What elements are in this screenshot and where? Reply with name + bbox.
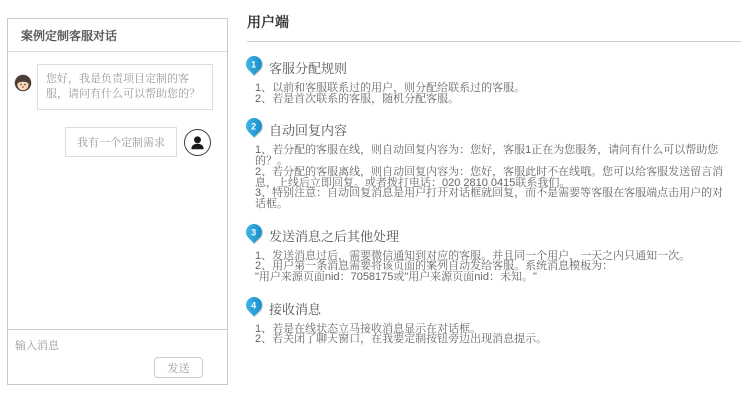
- user-message-row: [14, 127, 220, 157]
- section-lines: [255, 83, 733, 104]
- numbered-pin-icon: [245, 223, 263, 247]
- page-title: 用户端: [247, 12, 741, 42]
- section-lines: [255, 251, 733, 283]
- bot-message-row: [14, 64, 220, 110]
- pin-number: 1: [251, 59, 257, 70]
- user-message-bubble: 我有一个定制需求: [65, 127, 177, 157]
- chat-message-area: [8, 52, 227, 329]
- numbered-pin-icon: [245, 55, 263, 79]
- instruction-line: 1、发送消息过后，需要微信通知到对应的客服。并且同一个用户，一天之内只通知一次。: [255, 249, 691, 262]
- section-heading: 客服分配规则: [269, 61, 348, 76]
- pin-number: 3: [251, 226, 257, 237]
- user-avatar-icon: [184, 129, 211, 156]
- instruction-line: 1、若分配的客服在线，则自动回复内容为：您好，客服1正在为您服务，请问有什么可以帮助您的？。: [255, 144, 719, 168]
- instruction-line: 1、以前和客服联系过的用户，则分配给联系过的客服。: [255, 82, 526, 94]
- instruction-line: 3、特别注意：自动回复消息是用户打开对话框就回复，而不是需要等客服在客服端点击用户的对话框。: [255, 187, 724, 210]
- section-heading: 自动回复内容: [269, 123, 348, 139]
- instruction-line: "用户来源页面nid：7058175或"用户来源页面nid：未知。": [255, 271, 537, 284]
- message-input[interactable]: [8, 330, 227, 360]
- section-heading: 接收消息: [269, 301, 322, 317]
- instruction-line: 2、若是首次联系的客服，随机分配客服。: [255, 92, 460, 105]
- instruction-section: [247, 296, 741, 345]
- bot-message-bubble: 您好，我是负责项目定制的客服，请问有什么可以帮助您的？: [37, 64, 213, 110]
- instruction-line: 1、若是在线状态立马接收消息显示在对话框。: [255, 322, 482, 335]
- instruction-line: 2、用户第一条消息需要将该页面的案列自动发给客服。系统消息模板为：: [255, 260, 614, 273]
- numbered-pin-icon: [245, 117, 263, 141]
- send-button[interactable]: 发送: [154, 357, 203, 378]
- instruction-line: 2、若关闭了聊天窗口，在我要定制按钮旁边出现消息提示。: [255, 333, 548, 346]
- instruction-section: [247, 117, 741, 209]
- instruction-section: [247, 55, 741, 104]
- chat-input-area: [8, 329, 227, 384]
- instruction-section: [247, 223, 741, 283]
- chat-dialog-panel: [7, 18, 228, 385]
- pin-number: 2: [251, 121, 257, 132]
- instruction-sections: [247, 55, 741, 345]
- user-side-spec-panel: [247, 12, 741, 345]
- section-lines: [255, 145, 733, 209]
- pin-number: 4: [251, 299, 257, 310]
- agent-avatar-icon: [14, 74, 32, 92]
- section-heading: 发送消息之后其他处理: [269, 228, 400, 244]
- numbered-pin-icon: [245, 296, 263, 320]
- instruction-line: 2、若分配的客服离线，则自动回复内容为：您好，客服此时不在线哦。您可以给客服发送留言消息，上线后立即回复。或者拨打电话：020 2810 0415联系我们。: [255, 165, 724, 189]
- chat-panel-title: 案例定制客服对话: [8, 19, 227, 52]
- section-lines: [255, 324, 733, 345]
